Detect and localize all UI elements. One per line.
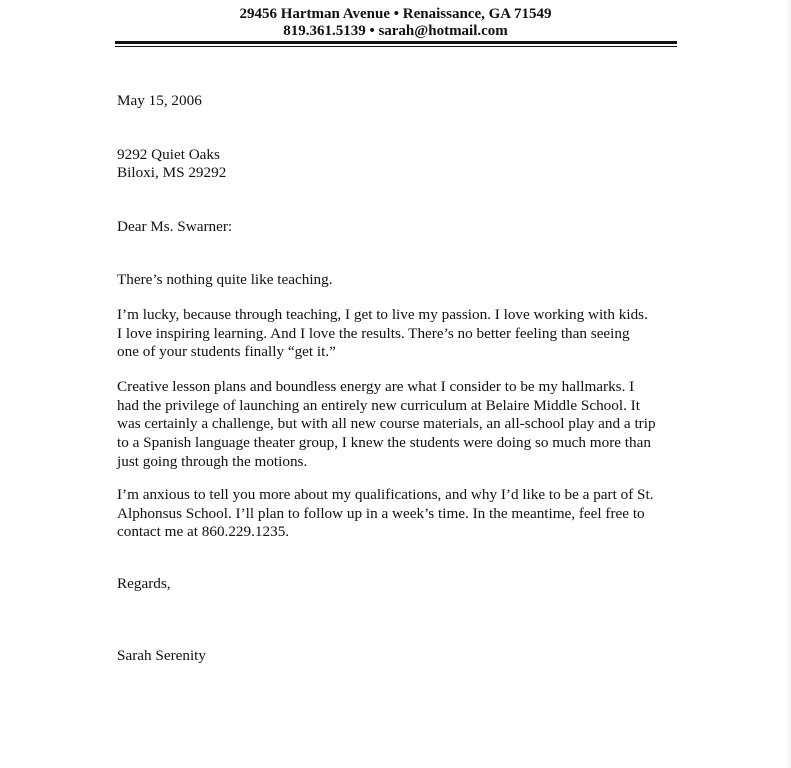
letter-date: May 15, 2006 (117, 92, 202, 109)
recipient-address-line: 9292 Quiet Oaks (117, 146, 220, 163)
letterhead-address: 29456 Hartman Avenue • Renaissance, GA 71549 (239, 6, 552, 22)
letterhead-rule-thick (115, 41, 677, 44)
paragraph-line: There’s nothing quite like teaching. (117, 271, 333, 288)
body-paragraph (117, 486, 677, 542)
paragraph-line: I love inspiring learning. And I love the results. There’s no better feeling than seeing (117, 324, 630, 342)
letterhead-rule-thin (115, 46, 677, 47)
letterhead-contact: 819.361.5139 • sarah@hotmail.com (283, 23, 508, 39)
paragraph-line: one of your students finally “get it.” (117, 343, 336, 361)
paragraph-line: was certainly a challenge, but with all new course materials, an all-school play and a trip (117, 415, 656, 433)
paragraph-line: had the privilege of launching an entirely new curriculum at Belaire Middle School. It (117, 396, 640, 414)
page-edge-shadow (785, 0, 791, 768)
body-paragraph (117, 378, 677, 472)
recipient-address-line: Biloxi, MS 29292 (117, 164, 227, 181)
paragraph-line: to a Spanish language theater group, I knew the students were doing so much more than (117, 434, 651, 452)
paragraph-line: I’m lucky, because through teaching, I get to live my passion. I love working with kids. (117, 306, 648, 323)
paragraph-line: Creative lesson plans and boundless energy are what I consider to be my hallmarks. I (117, 378, 635, 395)
paragraph-line: contact me at 860.229.1235. (117, 523, 290, 541)
salutation: Dear Ms. Swarner: (117, 218, 233, 235)
paragraph-line: I’m anxious to tell you more about my qualifications, and why I’d like to be a part of St. (117, 486, 654, 503)
signature: Sarah Serenity (117, 647, 206, 664)
body-paragraph (117, 271, 677, 290)
paragraph-line: just going through the motions. (117, 452, 308, 470)
body-paragraph (117, 306, 677, 362)
paragraph-line: Alphonsus School. I’ll plan to follow up in a week’s time. In the meantime, feel free to (117, 504, 645, 522)
closing: Regards, (117, 575, 171, 592)
